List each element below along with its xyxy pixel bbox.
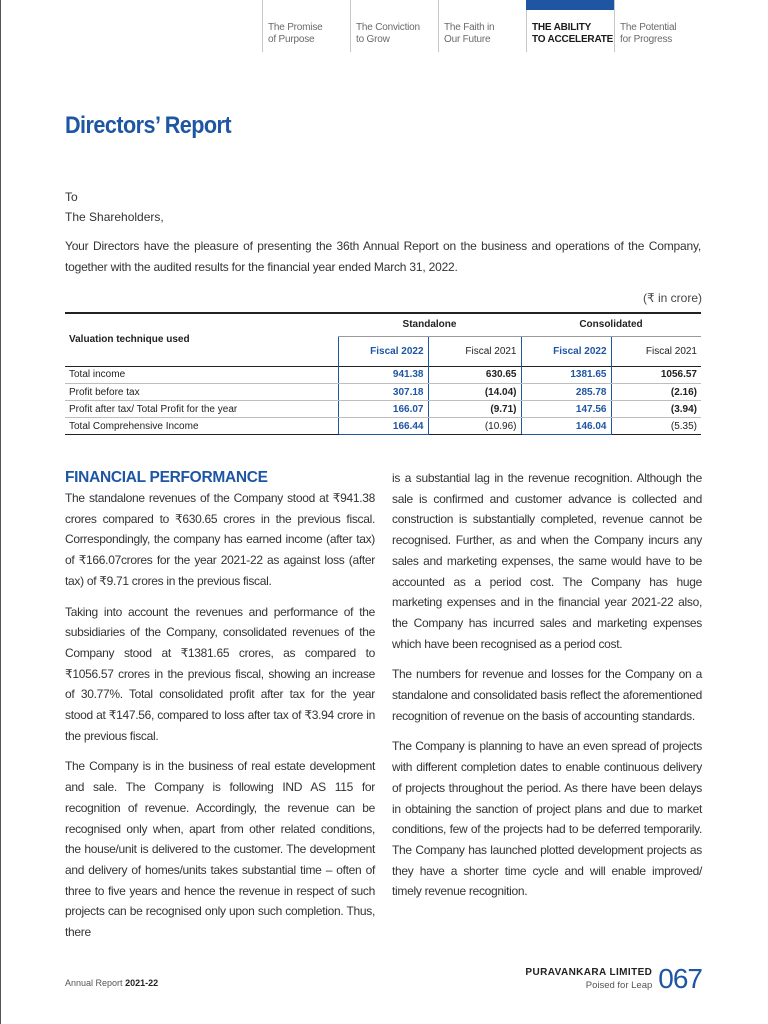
financial-summary-table xyxy=(65,312,701,435)
cell-standalone-2021: 630.65 xyxy=(428,367,521,384)
cell-consolidated-2021: (5.35) xyxy=(611,418,701,435)
nav-tab-promise[interactable]: The Promise of Purpose xyxy=(262,0,350,52)
intro-paragraph: Your Directors have the pleasure of presenting the 36th Annual Report on the business and operations of the Company, together with the audited results for the financial year ended March 31, 2022. xyxy=(65,239,701,274)
body-column-right xyxy=(392,468,702,912)
row-label: Total Comprehensive Income xyxy=(65,418,338,435)
page-title: Directors’ Report xyxy=(65,112,232,139)
table-label-header: Valuation technique used xyxy=(69,334,190,346)
nav-tab-potential[interactable]: The Potential for Progress xyxy=(614,0,702,52)
cell-standalone-2022: 307.18 xyxy=(338,384,428,401)
nav-tab-faith[interactable]: The Faith in Our Future xyxy=(438,0,526,52)
cell-consolidated-2022: 285.78 xyxy=(521,384,611,401)
table-row xyxy=(65,418,701,435)
cell-consolidated-2021: (2.16) xyxy=(611,384,701,401)
page-edge-rule xyxy=(0,0,1,1024)
footer-brand xyxy=(525,967,652,991)
table-row xyxy=(65,401,701,418)
cell-consolidated-2022: 147.56 xyxy=(521,401,611,418)
cell-consolidated-2021: (3.94) xyxy=(611,401,701,418)
footer-report-text: Annual Report xyxy=(65,978,123,988)
cell-consolidated-2022: 146.04 xyxy=(521,418,611,435)
body-column-left xyxy=(65,468,375,953)
company-tagline: Poised for Leap xyxy=(585,980,653,991)
cell-consolidated-2022: 1381.65 xyxy=(521,367,611,384)
row-label: Total income xyxy=(65,367,338,384)
body-paragraph: Taking into account the revenues and performance of the subsidiaries of the Company, consolidated revenues of the Company stood at ₹1381.65 crores, as compared to ₹1056.57 crores in the previous fiscal, showing an increase of 30.77%. Total consolidated profit after tax for the year stood at ₹147.56, compared to loss after tax of ₹3.94 crore in the previous fiscal. xyxy=(65,604,375,743)
table-header-consolidated-2021: Fiscal 2021 xyxy=(645,345,697,357)
body-paragraph: The Company is planning to have an even spread of projects with different completion dates to enable continuous delivery of projects throughout the period. As there have been delays in obtaining the sanction of project plans and due to market conditions, few of the projects had to be deferred temporarily. The Company has launched plotted development projects as they have a shorter time cycle and will enable improved/ timely revenue recognition. xyxy=(392,739,702,899)
table-group-standalone: Standalone xyxy=(338,314,521,336)
footer-brand-block xyxy=(525,963,702,995)
cell-consolidated-2021: 1056.57 xyxy=(611,367,701,384)
company-name: PURAVANKARA LIMITED xyxy=(525,967,653,978)
footer-report-year: 2021-22 xyxy=(125,978,159,988)
salutation xyxy=(65,187,164,227)
row-label: Profit before tax xyxy=(65,384,338,401)
body-paragraph: The Company is in the business of real estate development and sale. The Company is following IND AS 115 for recognition of revenue. Accordingly, the revenue can be recognised only when, apart from other related conditions, the house/unit is delivered to the customer. The development and delivery of homes/units takes substantial time – often of three to five years and hence the revenue in respect of such projects can be recognised only upon such completion. Thus, there xyxy=(65,759,375,940)
section-heading: FINANCIAL PERFORMANCE xyxy=(65,469,268,486)
salutation-addressee: The Shareholders, xyxy=(65,210,164,224)
cell-standalone-2021: (9.71) xyxy=(428,401,521,418)
table-header-standalone-2022: Fiscal 2022 xyxy=(338,336,428,366)
table-header-consolidated-2022: Fiscal 2022 xyxy=(521,336,611,366)
cell-standalone-2021: (14.04) xyxy=(428,384,521,401)
body-paragraph: The standalone revenues of the Company stood at ₹941.38 crores compared to ₹630.65 crores in the previous fiscal. Correspondingly, the company has earned income (after tax) of ₹166.07crores for the year 2021-22 as against loss (after tax) of ₹9.71 crores in the previous fiscal. xyxy=(65,491,375,588)
unit-note: (₹ in crore) xyxy=(643,291,702,305)
page-number: 067 xyxy=(658,963,702,994)
body-paragraph: is a substantial lag in the revenue recognition. Although the sale is confirmed and customer advance is collected and construction is substantially completed, revenue cannot be recognised. Further, as and when the Company incurs any sales and marketing expenses, the same would have to be accounted as a period cost. The Company has huge marketing expenses and in the financial year 2021-22 also, the Company has incurred sales and marketing expenses which have been recognised as a period cost. xyxy=(392,471,702,651)
section-nav xyxy=(262,0,702,52)
cell-standalone-2022: 166.44 xyxy=(338,418,428,435)
cell-standalone-2022: 941.38 xyxy=(338,367,428,384)
body-paragraph: The numbers for revenue and losses for the Company on a standalone and consolidated basis reflect the aforementioned recognition of revenue on the basis of accounting standards. xyxy=(392,667,702,723)
table-group-consolidated: Consolidated xyxy=(521,314,701,336)
footer-report-label xyxy=(65,978,158,988)
table-row xyxy=(65,367,701,384)
cell-standalone-2021: (10.96) xyxy=(428,418,521,435)
nav-tab-conviction[interactable]: The Conviction to Grow xyxy=(350,0,438,52)
cell-standalone-2022: 166.07 xyxy=(338,401,428,418)
nav-tab-ability-active[interactable]: THE ABILITY TO ACCELERATE xyxy=(526,0,614,52)
table-header-standalone-2021: Fiscal 2021 xyxy=(465,345,517,357)
salutation-to: To xyxy=(65,190,78,204)
row-label: Profit after tax/ Total Profit for the year xyxy=(65,401,338,418)
table-row xyxy=(65,384,701,401)
